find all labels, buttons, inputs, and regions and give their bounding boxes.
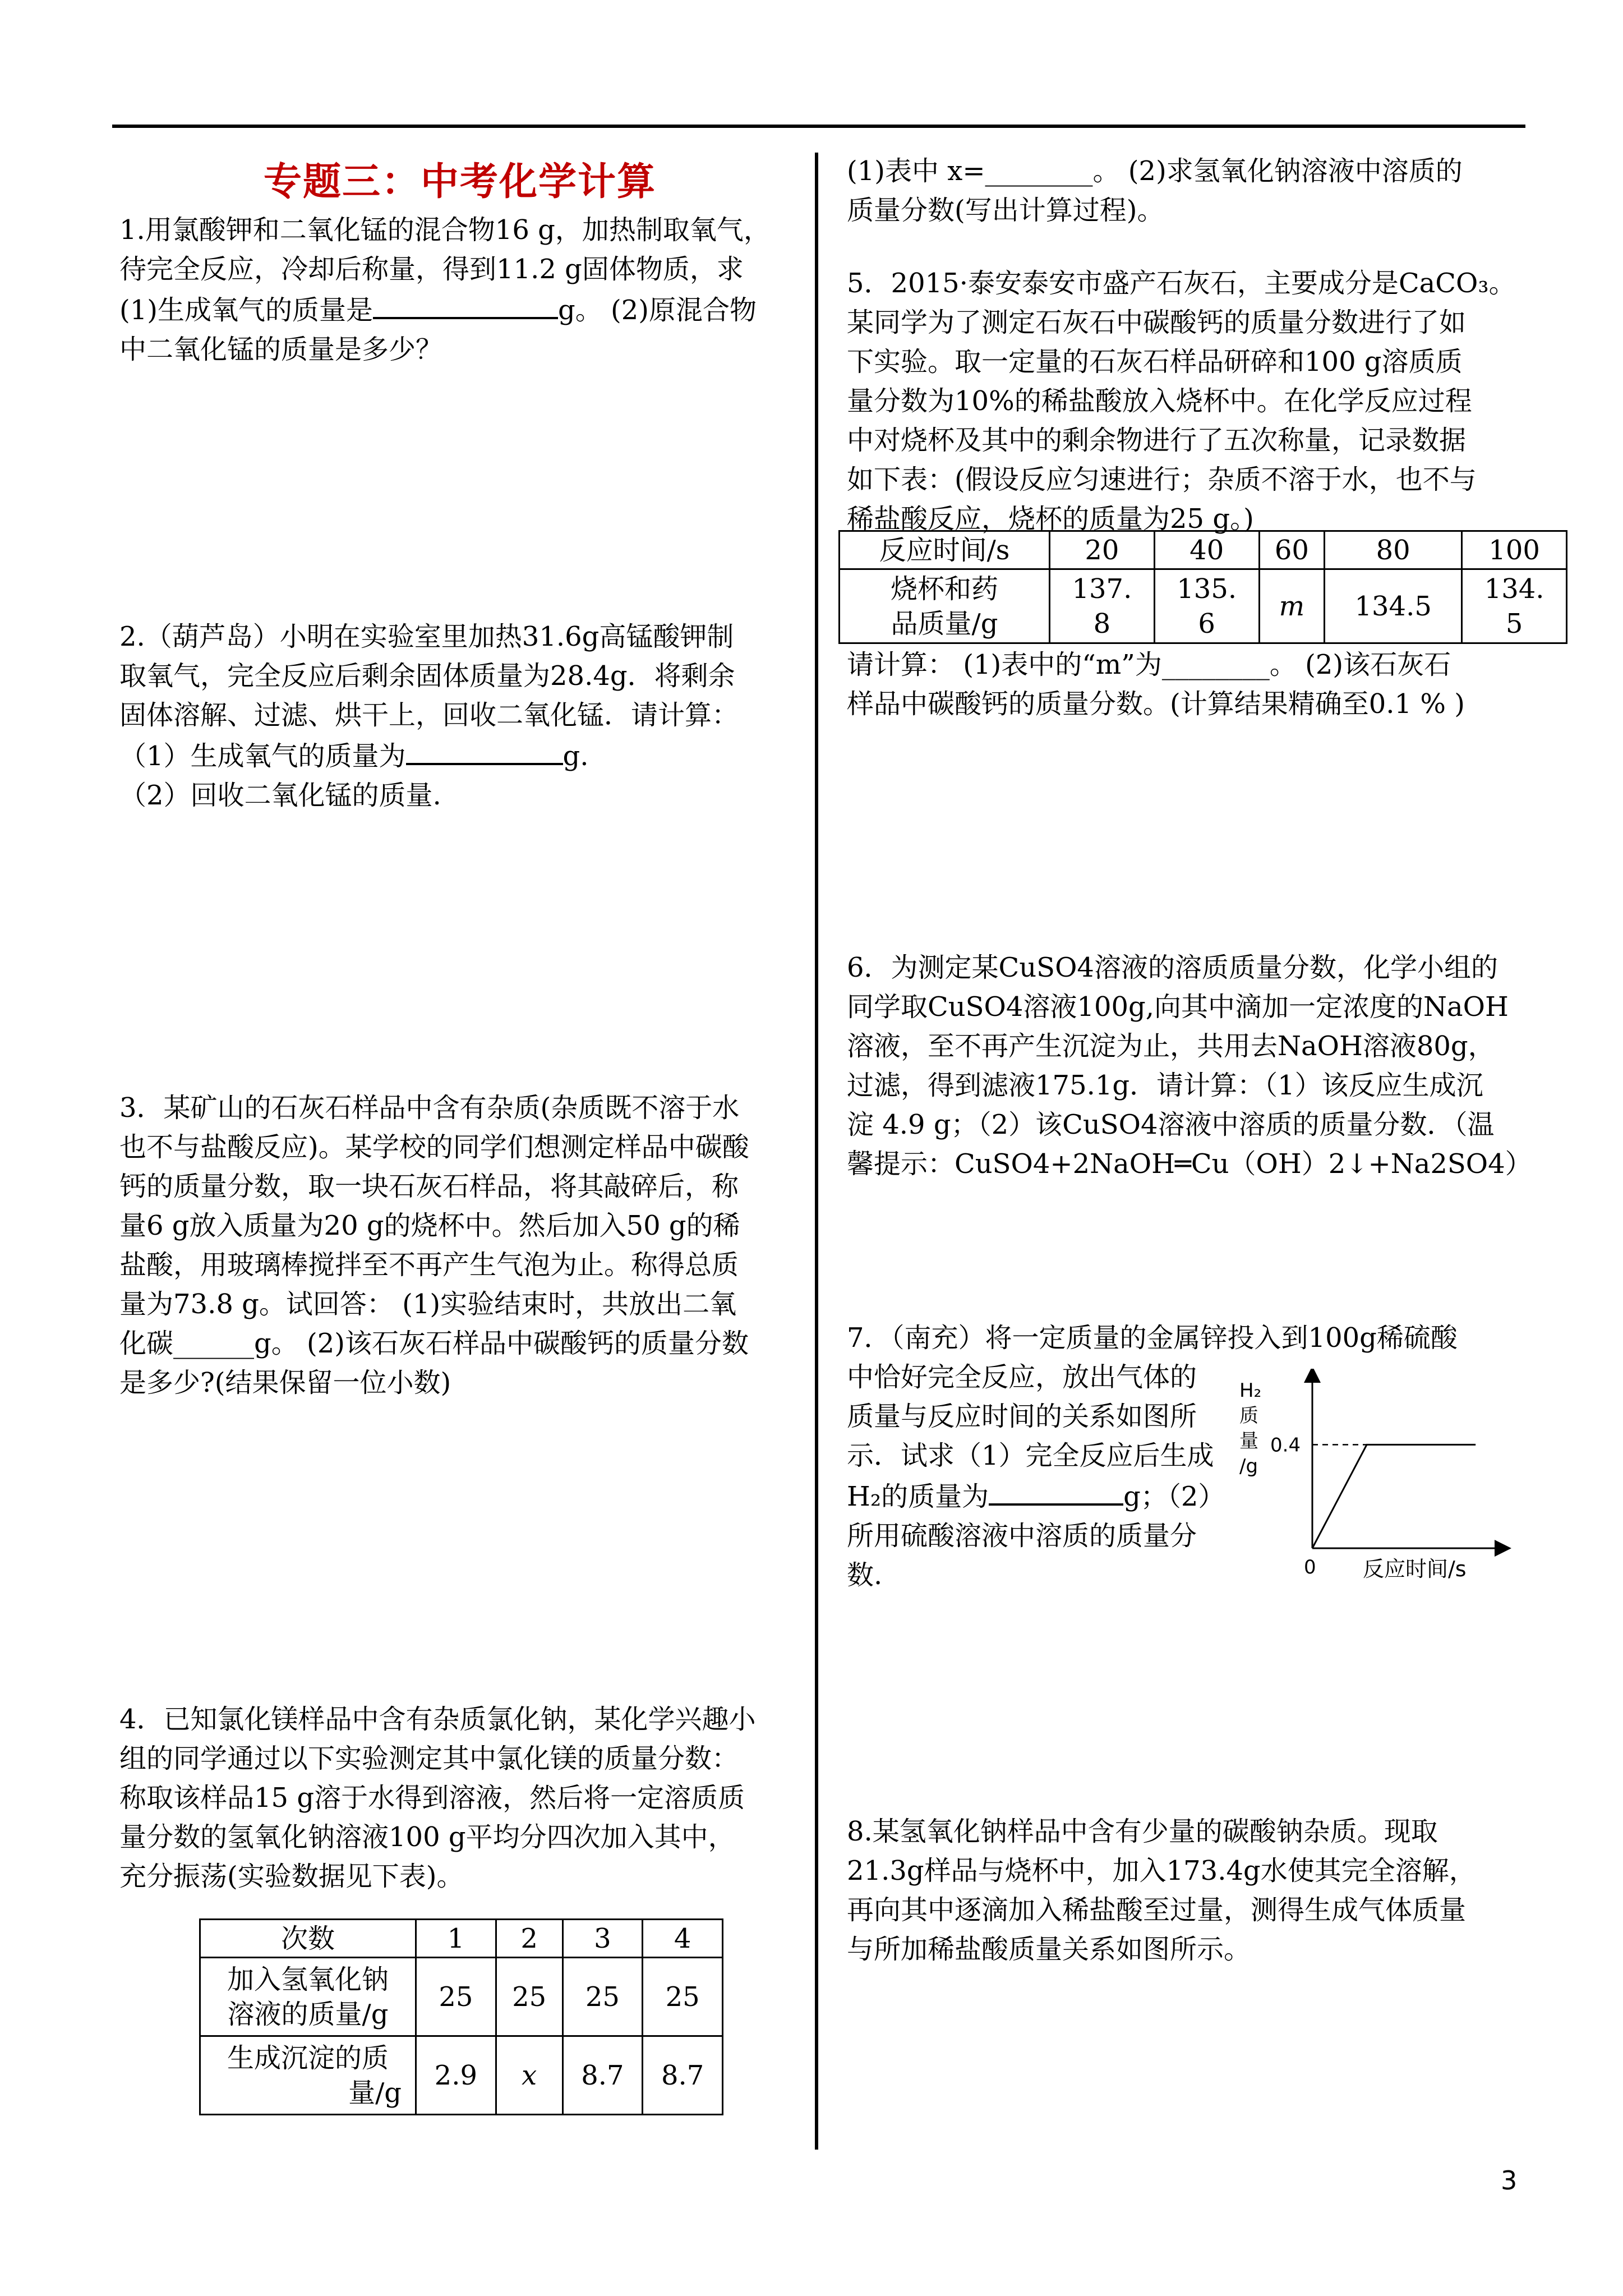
chart-x-label: 反应时间/s [1363, 1557, 1467, 1581]
q3-line-1: 3．某矿山的石灰石样品中含有杂质(杂质既不溶于水 [119, 1092, 740, 1124]
table-cell: 25 [643, 1958, 723, 2036]
q4-line-5: 充分振荡(实验数据见下表)。 [119, 1861, 464, 1892]
q1-line-4: 中二氧化锰的质量是多少？ [119, 334, 443, 365]
table-cell: 8.7 [562, 2036, 643, 2115]
table-cell: 烧杯和药 品质量/g [840, 569, 1050, 643]
question-5 [847, 264, 1516, 539]
q3-line-2: 也不与盐酸反应)。某学校的同学们想测定样品中碳酸 [119, 1131, 749, 1163]
q3-line-3: 钙的质量分数，取一块石灰石样品，将其敲碎后，称 [119, 1171, 739, 1202]
table-row [200, 2036, 723, 2115]
table-cell: 25 [496, 1958, 562, 2036]
column-divider [815, 153, 818, 2150]
table-cell: 2 [496, 1920, 562, 1958]
chart-y-tick-label: 0.4 [1270, 1434, 1301, 1457]
q4-line-1: 4．已知氯化镁样品中含有杂质氯化钠，某化学兴趣小 [119, 1704, 756, 1735]
q3-line-7: 化碳______g。 (2)该石灰石样品中碳酸钙的质量分数 [119, 1328, 749, 1359]
q7-line-2: 中恰好完全反应，放出气体的 [847, 1361, 1197, 1393]
q4-followup-line-1: (1)表中 x=________。 (2)求氢氧化钠溶液中溶质的 [847, 155, 1463, 187]
q4-line-2: 组的同学通过以下实验测定其中氯化镁的质量分数： [119, 1743, 739, 1774]
q7-line-4: 示．试求（1）完全反应后生成 [847, 1440, 1214, 1471]
question-1 [119, 210, 771, 369]
question-3 [119, 1088, 749, 1402]
top-rule [112, 125, 1525, 128]
table-cell: 反应时间/s [840, 531, 1050, 569]
q4-line-4: 量分数的氢氧化钠溶液100 g平均分四次加入其中， [119, 1821, 735, 1853]
q3-line-8: 是多少?(结果保留一位小数) [119, 1367, 451, 1398]
question-8 [847, 1812, 1476, 1969]
q5-line-7: 稀盐酸反应，烧杯的质量为25 g。) [847, 503, 1254, 535]
table-cell: 8.7 [643, 2036, 723, 2115]
chart-y-label-1: H₂ [1239, 1379, 1262, 1402]
table-cell: 25 [416, 1958, 496, 2036]
chart-y-label-3: 量 [1239, 1430, 1258, 1452]
table-cell: 40 [1154, 531, 1259, 569]
q2-item-2: （2）回收二氧化锰的质量. [119, 780, 441, 811]
q6-line-2: 同学取CuSO4溶液100g,向其中滴加一定浓度的NaOH [847, 991, 1509, 1023]
table-cell: 3 [562, 1920, 643, 1958]
table-cell: m [1259, 569, 1325, 643]
table-cell: 100 [1462, 531, 1567, 569]
q2-item-1: （1）生成氧气的质量为 g. [119, 735, 739, 776]
table-cell: 80 [1325, 531, 1462, 569]
table-row [200, 1920, 723, 1958]
q6-line-1: 6．为测定某CuSO4溶液的溶质质量分数，化学小组的 [847, 952, 1498, 983]
question-6 [847, 948, 1532, 1184]
q5-after [847, 645, 1465, 724]
q7-line-3: 质量与反应时间的关系如图所 [847, 1401, 1197, 1432]
q5-data-table [838, 530, 1567, 644]
q1-line-3: (1)生成氧气的质量是 g。 (2)原混合物 [119, 289, 771, 330]
q2-line-1: 2.（葫芦岛）小明在实验室里加热31.6g高锰酸钾制 [119, 621, 734, 652]
q5-line-2: 某同学为了测定石灰石中碳酸钙的质量分数进行了如 [847, 307, 1467, 338]
table-cell: 135. 6 [1154, 569, 1259, 643]
q5-line-3: 下实验。取一定量的石灰石样品研碎和100 g溶质质 [847, 346, 1463, 378]
q1-line-2: 待完全反应，冷却后称量，得到11.2 g固体物质，求 [119, 254, 744, 285]
q5-line-6: 如下表：(假设反应匀速进行；杂质不溶于水，也不与 [847, 464, 1477, 495]
table-cell: 次数 [200, 1920, 416, 1958]
q6-line-5: 淀 4.9 g；（2）该CuSO4溶液中溶质的质量分数．（温 [847, 1109, 1495, 1140]
chart-y-label-2: 质 [1239, 1405, 1258, 1427]
q5-line-4: 量分数为10%的稀盐酸放入烧杯中。在化学反应过程 [847, 385, 1472, 417]
q6-line-6: 馨提示：CuSO4+2NaOH═Cu（OH）2↓+Na2SO4） [847, 1148, 1532, 1180]
table-cell: 1 [416, 1920, 496, 1958]
table-cell: x [496, 2036, 562, 2115]
chart-series-line [1312, 1444, 1476, 1548]
q5-line-1: 5．2015·泰安泰安市盛产石灰石，主要成分是CaCO₃。 [847, 268, 1516, 299]
q8-line-2: 21.3g样品与烧杯中，加入173.4g水使其完全溶解， [847, 1855, 1476, 1887]
table-cell: 134. 5 [1462, 569, 1567, 643]
table-cell: 4 [643, 1920, 723, 1958]
table-cell: 134.5 [1325, 569, 1462, 643]
q6-line-4: 过滤，得到滤液175.1g．请计算：（1）该反应生成沉 [847, 1070, 1483, 1101]
table-cell: 60 [1259, 531, 1325, 569]
q5-line-5: 中对烧杯及其中的剩余物进行了五次称量，记录数据 [847, 425, 1467, 456]
q6-line-3: 溶液，至不再产生沉淀为止，共用去NaOH溶液80g， [847, 1030, 1495, 1062]
chart-y-label-4: /g [1239, 1455, 1258, 1478]
page-number: 3 [1501, 2165, 1518, 2196]
table-cell: 137. 8 [1050, 569, 1155, 643]
table-cell: 生成沉淀的质 量/g [200, 2036, 416, 2115]
question-2 [119, 617, 739, 815]
question-4 [119, 1700, 756, 1896]
table-row [200, 1958, 723, 2036]
q3-line-5: 盐酸，用玻璃棒搅拌至不再产生气泡为止。称得总质 [119, 1249, 739, 1281]
q3-line-4: 量6 g放入质量为20 g的烧杯中。然后加入50 g的稀 [119, 1210, 740, 1241]
q4-line-3: 称取该样品15 g溶于水得到溶液，然后将一定溶质质 [119, 1782, 745, 1814]
q4-data-table [199, 1918, 723, 2115]
q7-h2-chart [1234, 1369, 1514, 1593]
q8-line-4: 与所加稀盐酸质量关系如图所示。 [847, 1934, 1251, 1965]
q8-line-1: 8.某氢氧化钠样品中含有少量的碳酸钠杂质。现取 [847, 1816, 1438, 1847]
chart-origin-label: 0 [1304, 1556, 1316, 1579]
q5-after-line-1: 请计算： (1)表中的“m”为________。 (2)该石灰石 [847, 649, 1451, 680]
q7-line-7: 数. [847, 1559, 883, 1591]
table-cell: 20 [1050, 531, 1155, 569]
q7-line-6: 所用硫酸溶液中溶质的质量分 [847, 1520, 1197, 1552]
table-cell: 2.9 [416, 2036, 496, 2115]
q8-line-3: 再向其中逐滴加入稀盐酸至过量，测得生成气体质量 [847, 1894, 1467, 1926]
q5-after-line-2: 样品中碳酸钙的质量分数。(计算结果精确至0.1 % ) [847, 688, 1465, 720]
q4-followup [847, 151, 1463, 230]
q1-line-1: 1.用氯酸钾和二氧化锰的混合物16 g，加热制取氧气， [119, 214, 771, 246]
q3-line-6: 量为73.8 g。试回答： (1)实验结束时，共放出二氧 [119, 1289, 737, 1320]
table-cell: 25 [562, 1958, 643, 2036]
q2-line-3: 固体溶解、过滤、烘干上，回收二氧化锰．请计算： [119, 700, 739, 731]
table-row [840, 569, 1567, 643]
table-row [840, 531, 1567, 569]
q7-line-1: 7．（南充）将一定质量的金属锌投入到100g稀硫酸 [847, 1322, 1458, 1354]
table-cell: 加入氢氧化钠 溶液的质量/g [200, 1958, 416, 2036]
q7-line-5: H₂的质量为 g；（2） [847, 1475, 1458, 1516]
q2-line-2: 取氧气，完全反应后剩余固体质量为28.4g．将剩余 [119, 660, 735, 692]
q4-followup-line-2: 质量分数(写出计算过程)。 [847, 195, 1164, 226]
page-title: 专题三：中考化学计算 [264, 159, 657, 204]
